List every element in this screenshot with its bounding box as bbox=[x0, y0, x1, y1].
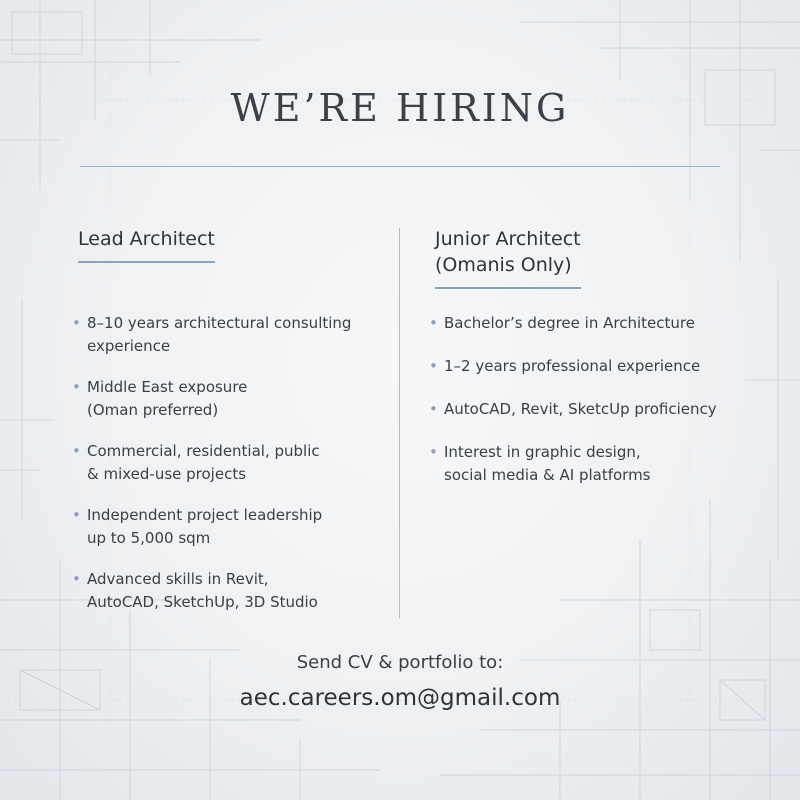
position-title-line: Lead Architect bbox=[78, 228, 215, 250]
contact-label: Send CV & portfolio to: bbox=[296, 652, 504, 673]
requirement-line: Bachelor’s degree in Architecture bbox=[444, 314, 695, 332]
bullet-dot-icon: • bbox=[429, 400, 438, 418]
requirement-item bbox=[429, 355, 755, 378]
position-title-line: (Omanis Only) bbox=[435, 254, 572, 276]
column-divider bbox=[399, 228, 400, 618]
requirement-line: AutoCAD, SketchUp, 3D Studio bbox=[87, 593, 318, 611]
position-junior-architect bbox=[429, 226, 755, 484]
requirement-item bbox=[72, 568, 378, 614]
requirement-item bbox=[429, 398, 755, 421]
requirement-item bbox=[72, 312, 378, 358]
contact-section bbox=[0, 650, 800, 716]
requirement-line: social media & AI platforms bbox=[444, 466, 651, 484]
requirement-line: 1–2 years professional experience bbox=[444, 357, 701, 375]
bullet-dot-icon: • bbox=[72, 506, 81, 524]
requirement-item bbox=[72, 504, 378, 550]
requirement-line: experience bbox=[87, 337, 171, 355]
requirement-item bbox=[72, 440, 378, 486]
bullet-dot-icon: • bbox=[72, 570, 81, 588]
bullet-dot-icon: • bbox=[429, 314, 438, 332]
requirements-list bbox=[429, 312, 755, 507]
requirement-item bbox=[429, 441, 755, 487]
requirement-line: Middle East exposure bbox=[87, 378, 248, 396]
bullet-dot-icon: • bbox=[72, 314, 81, 332]
requirement-line: Advanced skills in Revit, bbox=[87, 570, 269, 588]
requirement-item bbox=[72, 376, 378, 422]
requirement-line: & mixed-use projects bbox=[87, 465, 247, 483]
requirement-item bbox=[429, 312, 755, 335]
requirement-line: Commercial, residential, public bbox=[87, 442, 320, 460]
bullet-dot-icon: • bbox=[72, 378, 81, 396]
requirement-line: AutoCAD, Revit, SketcUp proficiency bbox=[444, 400, 717, 418]
requirement-line: Interest in graphic design, bbox=[444, 443, 641, 461]
contact-email-link[interactable]: aec.careers.om@gmail.com bbox=[239, 685, 561, 711]
position-lead-architect bbox=[72, 226, 378, 611]
bullet-dot-icon: • bbox=[72, 442, 81, 460]
bullet-dot-icon: • bbox=[429, 357, 438, 375]
title-divider bbox=[80, 166, 720, 167]
page-title: WE’RE HIRING bbox=[230, 86, 570, 130]
requirement-line: up to 5,000 sqm bbox=[87, 529, 211, 547]
bullet-dot-icon: • bbox=[429, 443, 438, 461]
requirements-list bbox=[72, 312, 378, 632]
requirement-line: 8–10 years architectural consulting bbox=[87, 314, 352, 332]
requirement-line: Independent project leadership bbox=[87, 506, 323, 524]
requirement-line: (Oman preferred) bbox=[87, 401, 219, 419]
position-title bbox=[435, 226, 581, 289]
position-title bbox=[78, 226, 215, 263]
position-title-line: Junior Architect bbox=[435, 228, 581, 250]
